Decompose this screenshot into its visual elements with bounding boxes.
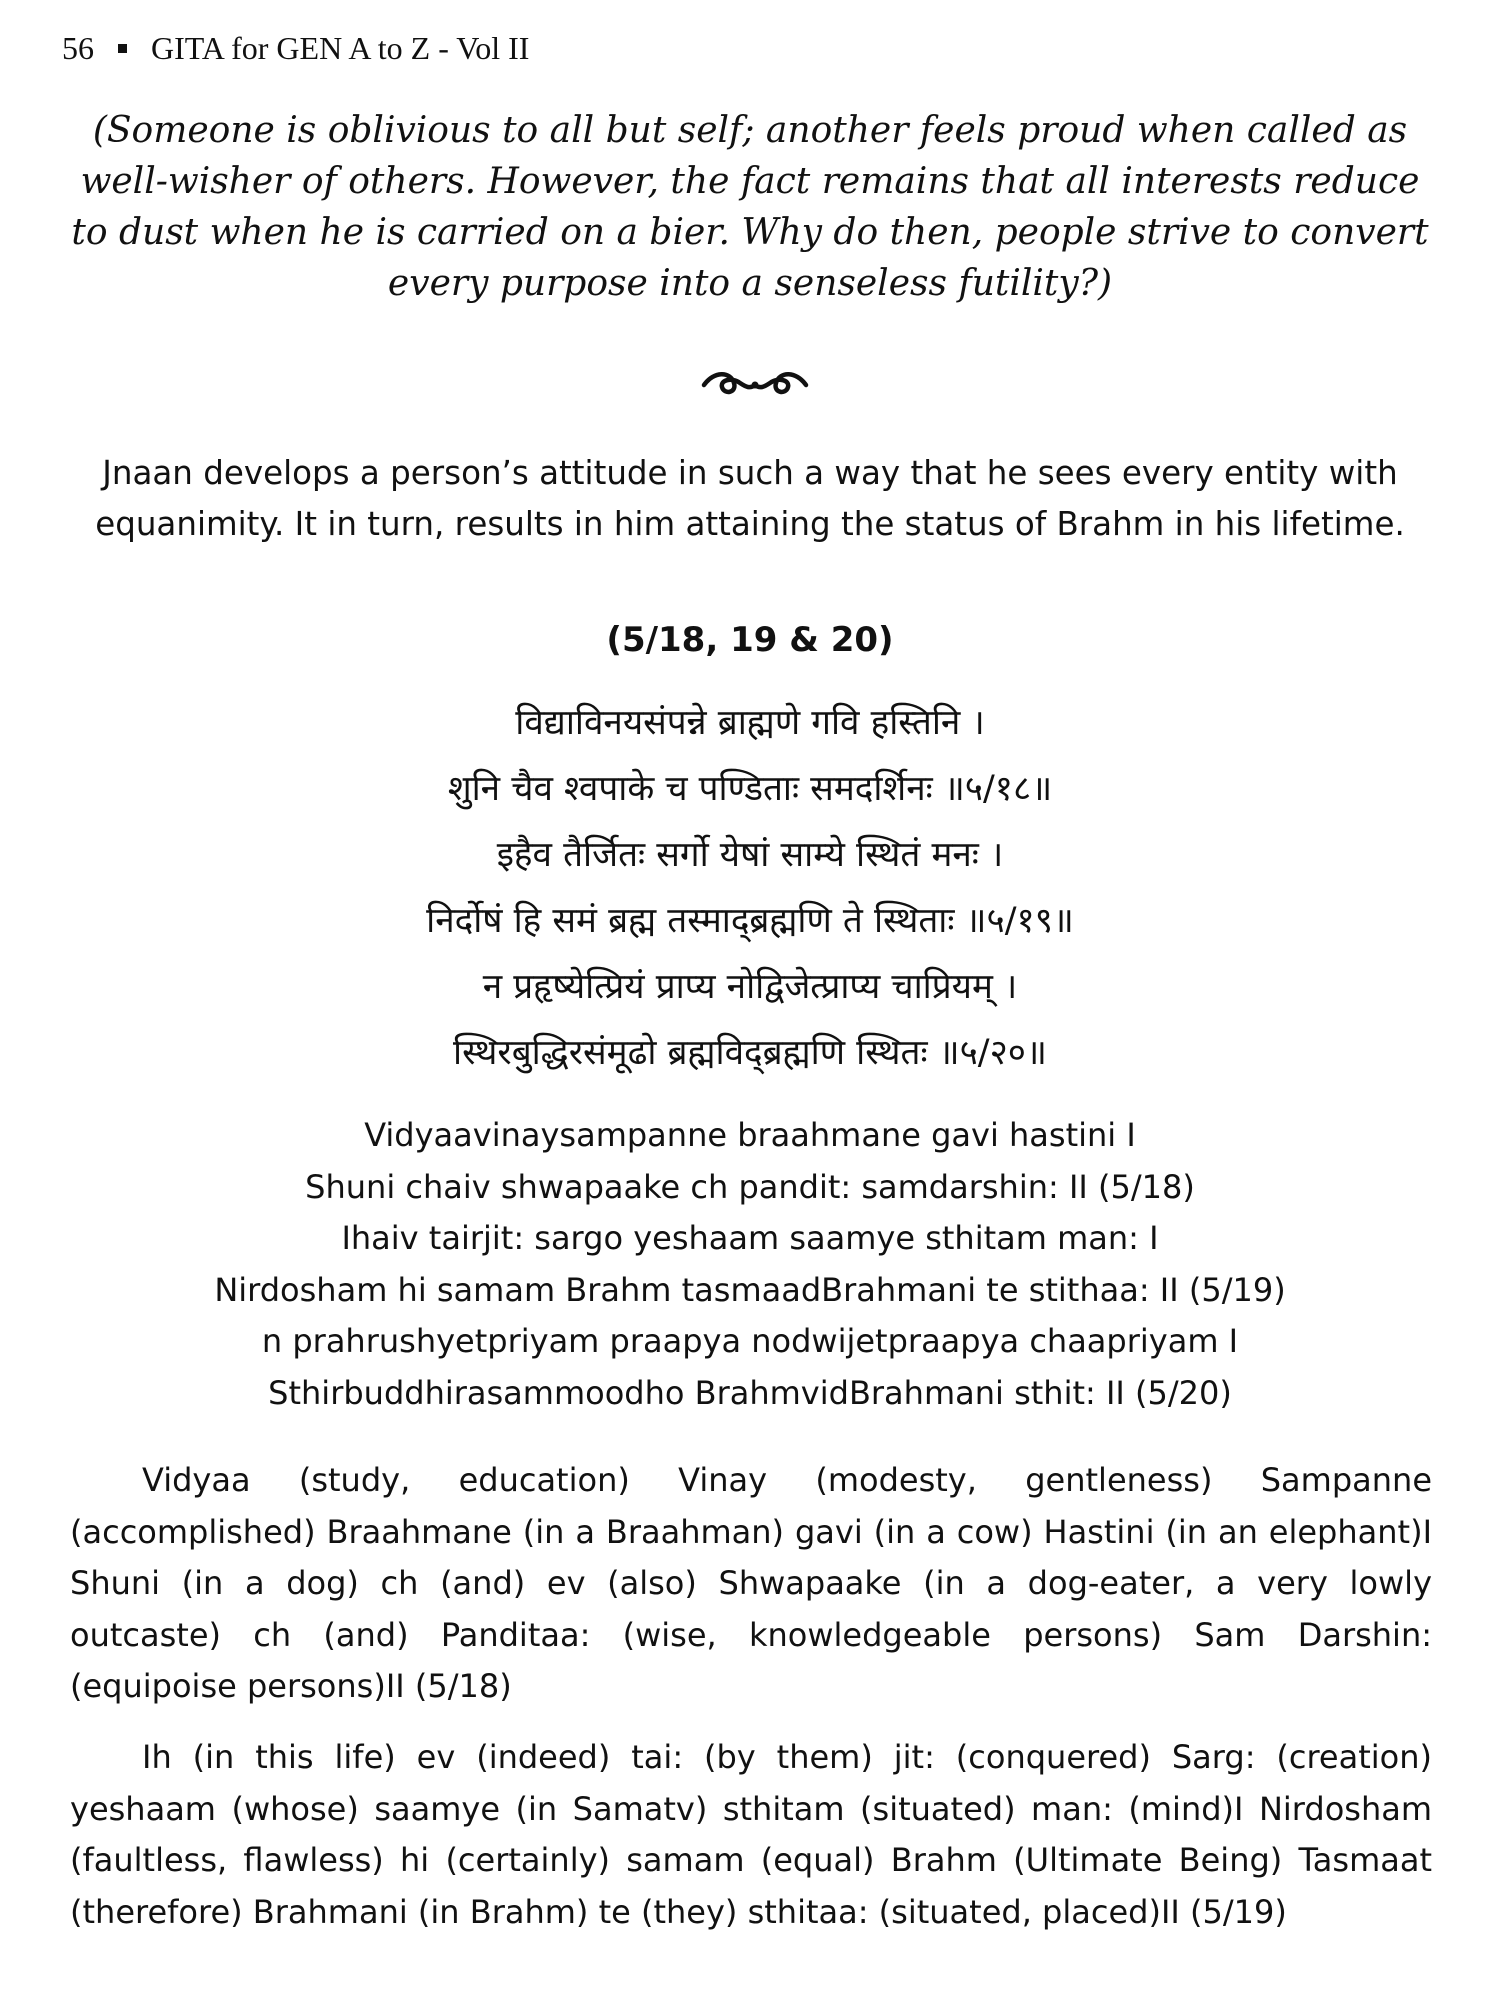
transliteration-line: Shuni chaiv shwapaake ch pandit: samdarshin: II (5/18) bbox=[305, 1167, 1195, 1206]
word-meaning-paragraph-5-18: Vidyaa (study, education) Vinay (modesty, gentleness) Sampanne (accomplished) Braahmane (in a Braahman) gavi (in a cow) Hastini (in an elephant)I Shuni (in a dog) ch (and) ev (also) Shwapaake (in a dog-eater, a very lowly outcaste) ch (and) Panditaa: (wise, knowledgeable persons) Sam Darshin: (equipoise persons)II (5/18) bbox=[70, 1461, 1432, 1705]
book-title: GITA for GEN A to Z - Vol II bbox=[151, 30, 530, 66]
sanskrit-line: निर्दोषं हि समं ब्रह्म तस्माद्ब्रह्मणि ते स्थिताः ॥५/१९॥ bbox=[426, 901, 1074, 941]
transliteration-verses bbox=[50, 1110, 1450, 1419]
transliteration-line: Ihaiv tairjit: sargo yeshaam saamye sthitam man: I bbox=[341, 1219, 1159, 1257]
running-header bbox=[62, 30, 529, 67]
italic-quote: (Someone is oblivious to all but self; another feels proud when called as well-wisher of others. However, the fact remains that all interests reduce to dust when he is carried on a bier. Why do then, people strive to convert every purpose into a senseless futility?) bbox=[71, 110, 1429, 304]
sanskrit-line: न प्रहृष्येत्प्रियं प्राप्य नोद्विजेत्प्राप्य चाप्रियम् । bbox=[482, 967, 1018, 1007]
intro-paragraph: Jnaan develops a person’s attitude in such a way that he sees every entity with equanimity. It in turn, results in him attaining the status of Brahm in his lifetime. bbox=[95, 454, 1405, 543]
sanskrit-line: इहैव तैर्जितः सर्गो येषां साम्ये स्थितं मनः । bbox=[496, 835, 1004, 875]
transliteration-line: Vidyaavinaysampanne braahmane gavi hastini I bbox=[364, 1116, 1136, 1154]
sanskrit-verses bbox=[60, 690, 1440, 1086]
transliteration-line: Sthirbuddhirasammoodho BrahmvidBrahmani sthit: II (5/20) bbox=[268, 1373, 1232, 1412]
word-meaning-paragraph-5-19: Ih (in this life) ev (indeed) tai: (by them) jit: (conquered) Sarg: (creation) yeshaam (whose) saamye (in Samatv) sthitam (situated) man: (mind)I Nirdosham (faultless, flawless) hi (certainly) samam (equal) Brahm (Ultimate Being) Tasmaat (therefore) Brahmani (in Brahm) te (they) sthitaa: (situated, placed)II (5/19) bbox=[70, 1738, 1432, 1931]
ornament-flourish-icon bbox=[700, 365, 810, 401]
transliteration-line: Nirdosham hi samam Brahm tasmaadBrahmani te stithaa: II (5/19) bbox=[214, 1270, 1286, 1309]
sanskrit-line: शुनि चैव श्वपाके च पण्डिताः समदर्शिनः ॥५/१८॥ bbox=[447, 769, 1053, 809]
page-number: 56 bbox=[62, 30, 94, 66]
sanskrit-line: विद्याविनयसंपन्ने ब्राह्मणे गवि हस्तिनि । bbox=[515, 703, 985, 743]
verse-reference: (5/18, 19 & 20) bbox=[606, 620, 894, 660]
sanskrit-line: स्थिरबुद्धिरसंमूढो ब्रह्मविद्ब्रह्मणि स्थितः ॥५/२०॥ bbox=[453, 1033, 1047, 1073]
header-bullet bbox=[118, 44, 127, 53]
transliteration-line: n prahrushyetpriyam praapya nodwijetpraapya chaapriyam I bbox=[261, 1322, 1239, 1360]
